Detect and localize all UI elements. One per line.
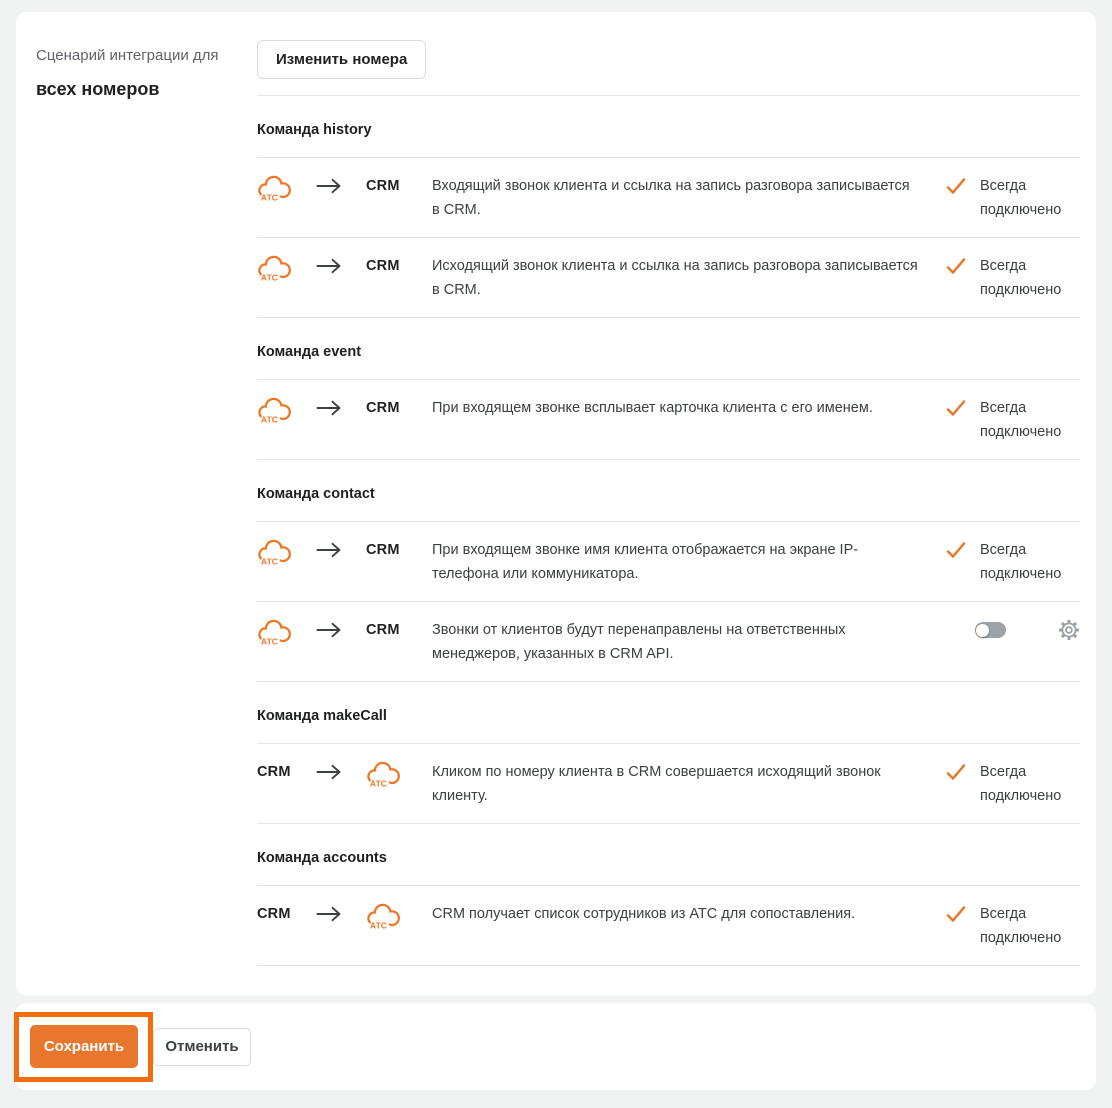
status-label: Всегда подключено bbox=[980, 542, 1062, 582]
status-label: Всегда подключено bbox=[980, 906, 1062, 946]
integration-row bbox=[257, 158, 1080, 238]
cancel-button[interactable]: Отменить bbox=[153, 1028, 251, 1066]
integration-settings-card bbox=[16, 12, 1096, 995]
crm-label: CRM bbox=[366, 622, 400, 638]
row-description: CRM получает список сотрудников из АТС для сопоставления. bbox=[432, 906, 856, 922]
toggle-knob bbox=[976, 624, 989, 637]
change-numbers-button[interactable]: Изменить номера bbox=[257, 40, 426, 79]
crm-label: CRM bbox=[366, 178, 400, 194]
save-button[interactable]: Сохранить bbox=[30, 1025, 138, 1068]
toggle-switch-off[interactable] bbox=[975, 622, 1006, 638]
section-title: Команда accounts bbox=[257, 824, 1080, 886]
section-makecall bbox=[257, 682, 1080, 824]
arrow-right-icon bbox=[316, 906, 342, 922]
scenario-content bbox=[257, 12, 1096, 966]
status-label: Всегда подключено bbox=[980, 258, 1062, 298]
crm-label: CRM bbox=[366, 258, 400, 274]
row-description: Входящий звонок клиента и ссылка на запись разговора записывается в CRM. bbox=[432, 178, 910, 218]
section-title: Команда contact bbox=[257, 460, 1080, 522]
status-label: Всегда подключено bbox=[980, 400, 1062, 440]
crm-label: CRM bbox=[366, 400, 400, 416]
section-history bbox=[257, 96, 1080, 318]
integration-row bbox=[257, 886, 1080, 966]
section-event bbox=[257, 318, 1080, 460]
integration-row bbox=[257, 522, 1080, 602]
check-icon bbox=[946, 399, 966, 417]
atc-cloud-icon bbox=[257, 615, 295, 647]
atc-cloud-icon bbox=[366, 899, 404, 931]
scenario-title-block bbox=[36, 45, 246, 101]
atc-cloud-icon bbox=[257, 393, 295, 425]
crm-label: CRM bbox=[366, 542, 400, 558]
row-description: Кликом по номеру клиента в CRM совершается исходящий звонок клиенту. bbox=[432, 764, 881, 804]
check-icon bbox=[946, 763, 966, 781]
settings-gear-icon[interactable] bbox=[1058, 619, 1080, 641]
arrow-right-icon bbox=[316, 400, 342, 416]
status-label: Всегда подключено bbox=[980, 764, 1062, 804]
atc-cloud-icon bbox=[366, 757, 404, 789]
arrow-right-icon bbox=[316, 258, 342, 274]
status-label: Всегда подключено bbox=[980, 178, 1062, 218]
section-title: Команда history bbox=[257, 96, 1080, 158]
integration-row bbox=[257, 380, 1080, 460]
section-contact bbox=[257, 460, 1080, 682]
crm-label: CRM bbox=[257, 906, 291, 922]
integration-row bbox=[257, 238, 1080, 318]
arrow-right-icon bbox=[316, 178, 342, 194]
integration-row bbox=[257, 602, 1080, 682]
row-description: При входящем звонке имя клиента отображается на экране IP-телефона или коммуникатора. bbox=[432, 542, 859, 582]
check-icon bbox=[946, 257, 966, 275]
crm-label: CRM bbox=[257, 764, 291, 780]
section-title: Команда event bbox=[257, 318, 1080, 380]
scenario-subtitle: Сценарий интеграции для bbox=[36, 47, 219, 64]
check-icon bbox=[946, 177, 966, 195]
arrow-right-icon bbox=[316, 542, 342, 558]
section-accounts bbox=[257, 824, 1080, 966]
atc-cloud-icon bbox=[257, 535, 295, 567]
check-icon bbox=[946, 905, 966, 923]
atc-cloud-icon bbox=[257, 251, 295, 283]
scenario-scope-title: всех номеров bbox=[36, 79, 160, 99]
arrow-right-icon bbox=[316, 764, 342, 780]
integration-row bbox=[257, 744, 1080, 824]
row-description: Исходящий звонок клиента и ссылка на запись разговора записывается в CRM. bbox=[432, 258, 918, 298]
check-icon bbox=[946, 541, 966, 559]
arrow-right-icon bbox=[316, 622, 342, 638]
atc-cloud-icon bbox=[257, 171, 295, 203]
row-description: При входящем звонке всплывает карточка клиента с его именем. bbox=[432, 400, 873, 416]
row-description: Звонки от клиентов будут перенаправлены на ответственных менеджеров, указанных в CRM API. bbox=[432, 622, 846, 662]
section-title: Команда makeCall bbox=[257, 682, 1080, 744]
footer-action-bar bbox=[16, 1003, 1096, 1090]
